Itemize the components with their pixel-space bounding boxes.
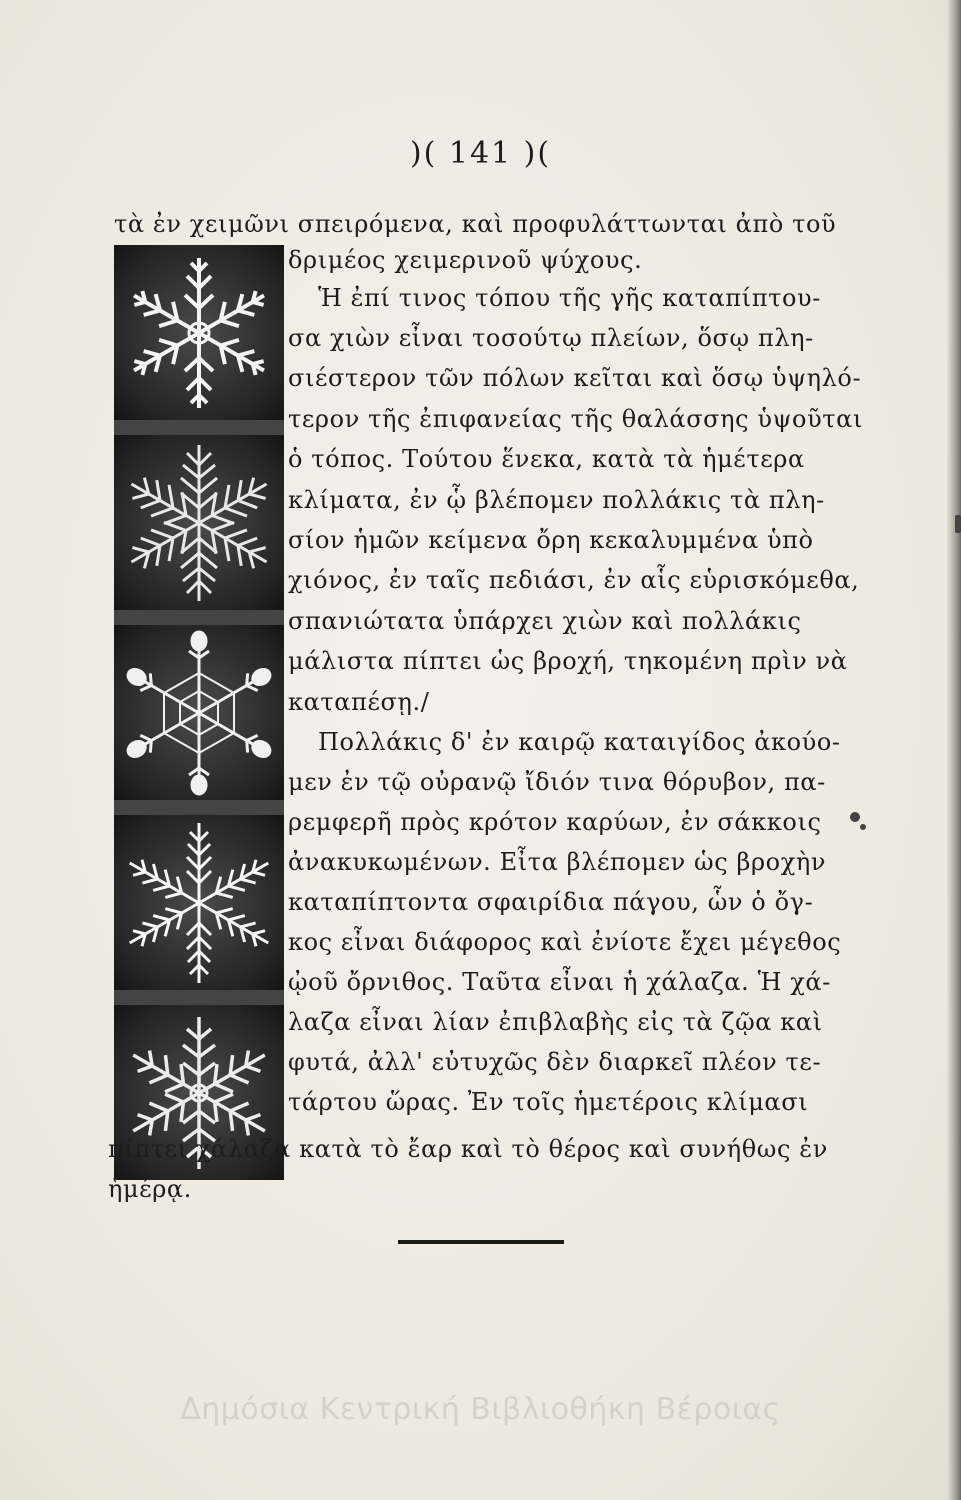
text-line: καταπίπτοντα σφαιρίδια πάγου, ὧν ὁ ὄγ- bbox=[288, 888, 814, 916]
text-line: μεν ἐν τῷ οὐρανῷ ἴδιόν τινα θόρυβον, πα- bbox=[288, 768, 826, 796]
text-line: Πολλάκις δ' ἐν καιρῷ καταιγίδος ἀκούο- bbox=[318, 728, 841, 756]
text-line: λαζα εἶναι λίαν ἐπιβλαβὴς εἰς τὰ ζῷα καὶ bbox=[288, 1008, 823, 1036]
library-watermark: Δημόσια Κεντρική Βιβλιοθήκη Βέροιας bbox=[180, 1392, 781, 1427]
ink-smudge bbox=[955, 515, 961, 533]
text-line: Ἡ ἐπί τινος τόπου τῆς γῆς καταπίπτου- bbox=[318, 284, 821, 312]
text-line: κος εἶναι διάφορος καὶ ἐνίοτε ἔχει μέγεθος bbox=[288, 928, 842, 956]
text-line: πίπτει χάλαζα κατὰ τὸ ἔαρ καὶ τὸ θέρος καὶ συνήθως ἐν bbox=[108, 1135, 828, 1163]
snowflake-plate-3-icon bbox=[114, 625, 284, 800]
text-line: ᾠοῦ ὄρνιθος. Ταῦτα εἶναι ἡ χάλαζα. Ἡ χά- bbox=[288, 968, 831, 996]
ink-smudge bbox=[850, 812, 860, 822]
text-line: σπανιώτατα ὑπάρχει χιὼν καὶ πολλάκις bbox=[288, 607, 802, 635]
text-line: σίον ἡμῶν κείμενα ὄρη κεκαλυμμένα ὑπὸ bbox=[288, 526, 814, 554]
text-line: ρεμφερῆ πρὸς κρότον καρύων, ἐν σάκκοις bbox=[288, 808, 822, 836]
text-line: τερον τῆς ἐπιφανείας τῆς θαλάσσης ὑψοῦται bbox=[288, 405, 863, 433]
snowflake-plate-4-icon bbox=[114, 815, 284, 990]
page-edge-shadow bbox=[947, 0, 961, 1500]
snowflake-plates bbox=[114, 245, 284, 1180]
text-line: χιόνος, ἐν ταῖς πεδιάσι, ἐν αἷς εὑρισκόμεθα, bbox=[288, 566, 860, 594]
text-line: τάρτου ὥρας. Ἐν τοῖς ἡμετέροις κλίμασι bbox=[288, 1088, 809, 1116]
snowflake-plate-2-icon bbox=[114, 435, 284, 610]
section-divider bbox=[398, 1240, 564, 1244]
text-line: τὰ ἐν χειμῶνι σπειρόμενα, καὶ προφυλάττωνται ἀπὸ τοῦ bbox=[114, 210, 837, 238]
ink-smudge bbox=[860, 824, 866, 830]
text-line: σα χιὼν εἶναι τοσούτῳ πλείων, ὅσῳ πλη- bbox=[288, 324, 814, 352]
text-line: κλίματα, ἐν ᾧ βλέπομεν πολλάκις τὰ πλη- bbox=[288, 486, 825, 514]
snowflake-plate-1-icon bbox=[114, 245, 284, 420]
text-line: σιέστερον τῶν πόλων κεῖται καὶ ὅσῳ ὑψηλό- bbox=[288, 364, 862, 392]
text-line: ὁ τόπος. Τούτου ἕνεκα, κατὰ τὰ ἡμέτερα bbox=[288, 445, 805, 473]
text-line: φυτά, ἀλλ' εὐτυχῶς δὲν διαρκεῖ πλέον τε- bbox=[288, 1048, 822, 1076]
text-line: ἀνακυκωμένων. Εἶτα βλέπομεν ὡς βροχὴν bbox=[288, 848, 827, 876]
text-line: ἡμέρᾳ. bbox=[108, 1175, 192, 1203]
page-number: )( 141 )( bbox=[409, 136, 552, 171]
text-line: καταπέσῃ./ bbox=[288, 688, 430, 716]
text-line: μάλιστα πίπτει ὡς βροχή, τηκομένη πρὶν νὰ bbox=[288, 647, 848, 675]
text-line: δριμέος χειμερινοῦ ψύχους. bbox=[288, 246, 643, 274]
